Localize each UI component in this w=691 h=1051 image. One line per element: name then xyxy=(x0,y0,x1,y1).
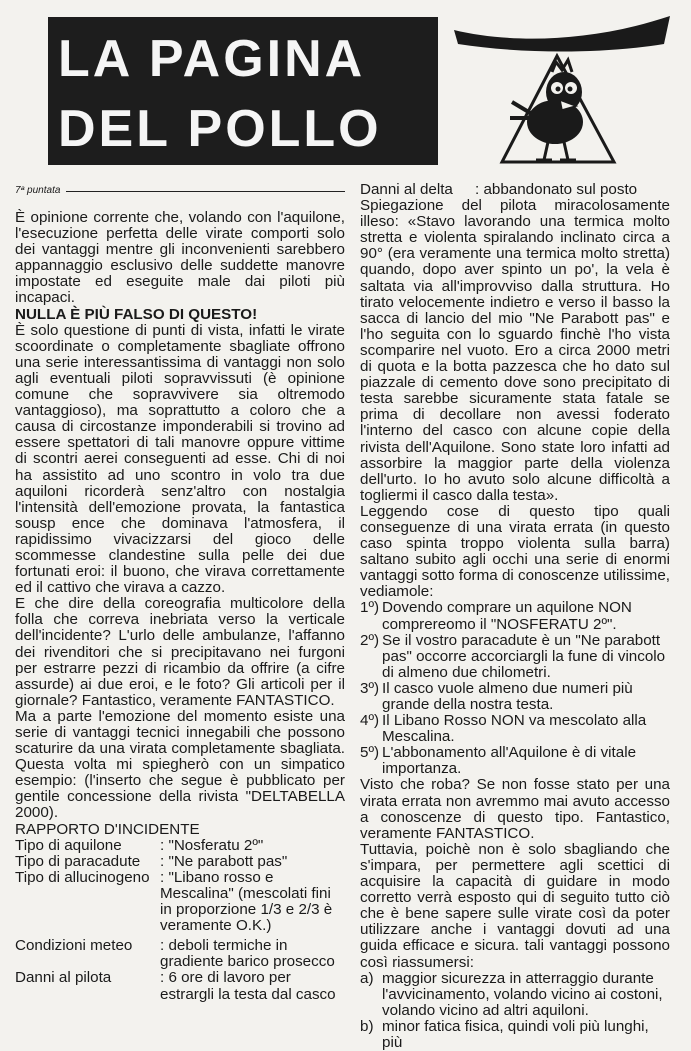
list-item: 1º) Dovendo comprare un aquilone NON comprereomo il "NOSFERATU 2º". xyxy=(360,599,632,633)
list-item: a) maggior sicurezza in atterraggio durante l'avvicinamento, volando vicino ai costoni, volando vicino ad altri aquiloni. xyxy=(360,969,663,1019)
chicken-illustration xyxy=(452,14,672,174)
report-row: Tipo di paracadute : "Ne parabott pas" xyxy=(15,852,288,870)
report-row: Tipo di aquilone : "Nosferatu 2º" xyxy=(15,836,264,854)
headline: NULLA È PIÙ FALSO DI QUESTO! xyxy=(15,305,258,323)
left-column xyxy=(15,184,345,1003)
episode-label: 7ª puntata xyxy=(15,184,345,198)
title-line-1: LA PAGINA xyxy=(58,30,366,88)
right-column xyxy=(360,182,670,1051)
report-row: Tipo di allucinogeno : "Libano rosso e Mescalina" (mescolati fini in proporzione 1/3 e 2/3 è veramente O.K.) xyxy=(15,868,333,935)
divider xyxy=(66,191,345,192)
title-banner xyxy=(48,17,438,165)
report-row: Condizioni meteo : deboli termiche in gradiente barico prosecco xyxy=(15,937,335,971)
report-title: RAPPORTO D'INCIDENTE xyxy=(15,820,200,838)
report-row: Danni al delta : abbandonato sul posto xyxy=(360,181,638,198)
report-row: Danni al pilota : 6 ore di lavoro per estrargli la testa dal casco xyxy=(15,969,336,1003)
list-item: b) minor fatica fisica, quindi voli più lunghi, più xyxy=(360,1017,649,1051)
body-paragraph-5: Leggendo cose di questo tipo quali conseguenze di una virata errata (in questo caso spinta troppo violenta sulla barra) saltano subito agli occhi una serie di enormi vantaggi sotto forma di conoscenze utilissime, vediamole: xyxy=(360,502,670,601)
list-item: 4º) Il Libano Rosso NON va mescolato alla Mescalina. xyxy=(360,712,647,746)
body-paragraph-2: È solo questione di punti di vista, infatti le virate scoordinate o completamente sbagliate offrono una serie interessantissima di vantaggi non solo agli eventuali piloti sopravvissuti (è opinione comune che sopravvivere sia oltremodo vantaggioso), ma soprattutto a coloro che a causa di circostanze imponderabili si trovino ad essere spettatori di tali manovre oppure vittime di scontri aerei conseguenti ad esse. Chi di noi ha assistito ad uno scontro in volo tra due aquiloni ricorderà senz'altro con nostalgia l'intensità dell'emozione provata, la fantastica sousp ence che dominava l'atmosfera, il rapidissimo vivacizzarsi del gioco delle scommesse clandestine sulla pelle dei due fortunati eroi: il buono, che virava correttamente ed il cattivo che virava a cazzo. xyxy=(15,321,345,597)
body-paragraph-3: E che dire della coreografia multicolore della folla che correva inebriata verso la verticale dell'incidente? L'urlo delle ambulanze, l'affanno dei rivenditori che si precipitavano nei furgoni per estrarre pezzi di ricambio da offrire (a cifre assurde) ai due eroi, e le foto? Gli articoli per il giornale? Fantastico, veramente FANTASTICO. xyxy=(15,595,345,709)
list-item: 3º) Il casco vuole almeno due numeri più grande della nostra testa. xyxy=(360,679,633,713)
body-paragraph-6: Visto che roba? Se non fosse stato per una virata errata non avremmo mai avuto accesso a conoscenze di questo tipo. Fantastico, veramente FANTASTICO. xyxy=(360,776,670,842)
body-paragraph-4: Ma a parte l'emozione del momento esiste una serie di vantaggi tecnici innegabili che possono scaturire da una virata completamente sbagliata. Questa volta mi spiegherò con un simpatico esempio: (l'inserto che segue è pubblicato per gentile concessione della rivista "DELTABELLA 2000). xyxy=(15,707,345,822)
list-item: 5º) L'abbonamento all'Aquilone è di vitale importanza. xyxy=(360,744,637,778)
intro-paragraph: È opinione corrente che, volando con l'aquilone, l'esecuzione perfetta delle virate comporti solo dei vantaggi mentre gli inconvenienti sarebbero appannaggio esclusivo delle suddette manovre impostate ed eseguite male dai piloti più incapaci. xyxy=(15,209,345,307)
pilot-explanation: Spiegazione del pilota miracolosamente illeso: «Stavo lavorando una termica molto stretta e violenta spiralando inclinato circa a 90° (era veramente una termica molto stretta) quando, dopo aver spinto un po', la vela è saltata via all'improvviso dalla struttura. Ho tirato velocemente indietro e verso il basso la sacca di lancio del mio "Ne Parabott pas" e l'ho seguita con lo sguardo finchè l'ho vista scomparire nel vuoto. Ero a circa 2000 metri di quota e la botta pazzesca che ho dato sul piazzale di cemento dove sono precipitato di testa sarebbe sicuramente stata fatale se prima di decollare non avessi foderato l'interno del casco con alcune copie della rivista dell'Aquilone. Sono state loro infatti ad assorbire la maggior parte della violenza dell'urto. Io ho avuto solo alcune difficoltà a togliermi il casco dalla testa». xyxy=(360,197,670,504)
list-item: 2º) Se il vostro paracadute è un "Ne parabott pas" occorre accorciargli la fune di vincolo di almeno due chilometri. xyxy=(360,631,666,681)
title-line-2: DEL POLLO xyxy=(58,100,382,158)
body-paragraph-7: Tuttavia, poichè non è solo sbagliando che s'impara, per permettere agli scettici di acquisire la capacità di guidare in modo corretto verrà esposto qui di seguito tutto ciò che è bene sapere sulle virate così da poter utilizzare anche i vantaggi dovuti ad una guida efficace e sicura. tali vantaggi possono così riassumersi: xyxy=(360,840,670,971)
